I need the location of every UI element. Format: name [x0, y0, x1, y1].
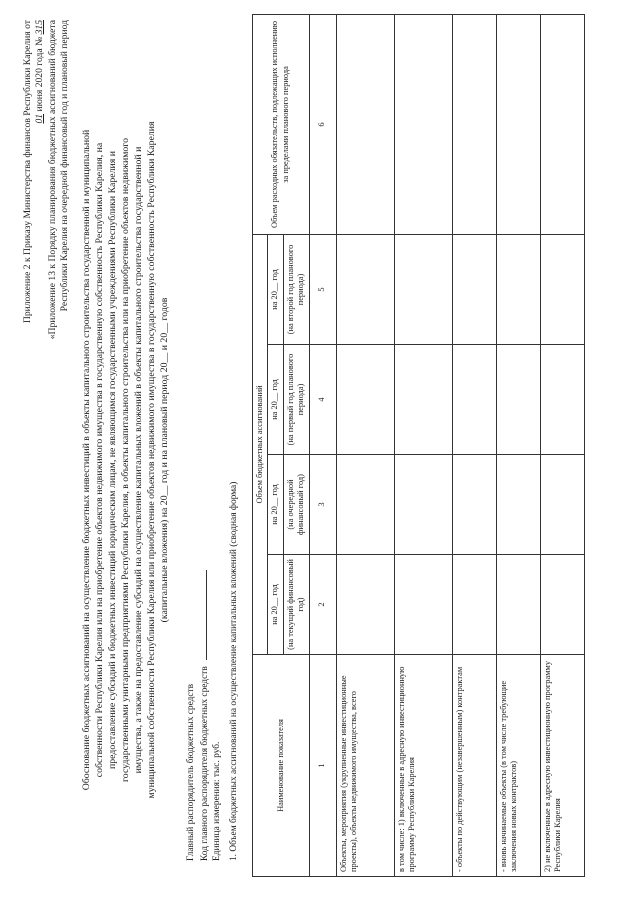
title-line: собственности Республики Карелия или на приобретение объектов недвижимого имущества в государственную собственность Республики Карелия, на	[94, 142, 105, 778]
row-label: Объекты, мероприятия (укрупненные инвестиционные проекты), объекты недвижимого имущества, всего	[336, 655, 394, 877]
approval-line-2	[34, 20, 46, 490]
manager-code-row	[197, 570, 211, 861]
row-label: - объекты по действующим (незавершенным) контрактам	[452, 655, 496, 877]
manager-code-label: Код главного распорядителя бюджетных средств	[200, 666, 210, 861]
column-number: 6	[309, 14, 336, 234]
approval-line-1: Приложение 2 к Приказу Министерства финансов Республики Карелия от	[22, 20, 33, 324]
table-row	[496, 14, 540, 876]
table-row	[394, 14, 452, 876]
table-cell	[496, 455, 540, 555]
table-cell	[336, 455, 394, 555]
table-row	[540, 14, 584, 876]
title-line: муниципальной собственности Республики Карелия или приобретение объектов недвижимого имущества в государственную собственность Республики Карелия	[146, 121, 157, 799]
approval-line-3: «Приложение 13 к Порядку планирования бюджетных ассигнований бюджета	[46, 20, 58, 340]
table-cell	[452, 234, 496, 344]
approval-stamp-block	[22, 20, 72, 490]
table-cell	[540, 555, 584, 655]
title-line: (капитальные вложения) на 20__ год и на плановый период 20__ и 20__ годов	[159, 297, 170, 623]
table-row	[452, 14, 496, 876]
table-cell	[496, 555, 540, 655]
header-year: на 20__ год	[268, 345, 283, 455]
table-row	[336, 14, 394, 876]
header-year: на 20__ год	[268, 455, 283, 555]
table-cell	[496, 14, 540, 234]
header-obligations: Объем расходных обязательств, подлежащих исполнению за пределами планового периода	[253, 14, 310, 234]
unit-label: Единица измерения: тыс. руб.	[212, 741, 222, 861]
approval-line-4: Республики Карелия на очередной финансовый год и плановый период	[59, 20, 71, 312]
row-label: - вновь начинаемые объекты (в том числе требующие заключения новых контрактов)	[496, 655, 540, 877]
budget-table	[252, 14, 585, 877]
table-cell	[394, 555, 452, 655]
header-name: Наименование показателя	[253, 655, 310, 877]
document-title	[80, 75, 171, 845]
approval-number: 315	[34, 20, 46, 35]
header-year-note: (на первый год планового периода)	[283, 345, 309, 455]
table-header-row	[253, 14, 268, 876]
table-cell	[540, 234, 584, 344]
table-cell	[496, 345, 540, 455]
section-title: 1. Объем бюджетных ассигнований на осуществление капитальных вложений (сводная форма)	[229, 481, 239, 861]
table-cell	[452, 455, 496, 555]
table-cell	[394, 14, 452, 234]
table-cell	[452, 555, 496, 655]
column-number: 3	[309, 455, 336, 555]
row-label: 2) не включенные в адресную инвестиционную программу Республики Карелия	[540, 655, 584, 877]
approval-day: 01	[34, 113, 46, 124]
approval-date-rest: июня 2020 года №	[34, 36, 46, 112]
table-cell	[394, 455, 452, 555]
meta-block	[185, 570, 223, 861]
column-number: 2	[309, 555, 336, 655]
column-number: 1	[309, 655, 336, 877]
header-volume: Объем бюджетных ассигнований	[253, 234, 268, 654]
table-cell	[452, 345, 496, 455]
table-cell	[540, 455, 584, 555]
table-cell	[540, 345, 584, 455]
table-cell	[336, 345, 394, 455]
table-cell	[394, 234, 452, 344]
main-manager-label: Главный распорядитель бюджетных средств	[186, 683, 196, 861]
row-label: в том числе: 1) включенные в адресную инвестиционную программу Республики Карелия	[394, 655, 452, 877]
table-cell	[336, 14, 394, 234]
table-cell	[496, 234, 540, 344]
column-number-row	[309, 14, 336, 876]
column-number: 4	[309, 345, 336, 455]
table-cell	[336, 234, 394, 344]
header-year: на 20__ год	[268, 234, 283, 344]
manager-code-blank	[197, 570, 207, 660]
table-cell	[394, 345, 452, 455]
table-cell	[336, 555, 394, 655]
title-line: имущества, а также на предоставление субсидий на осуществление капитальных вложений в объекты капитального строительства государственной и	[133, 146, 144, 774]
header-year-note: (на текущий финансовый год)	[283, 555, 309, 655]
title-line: государственными унитарными предприятиями Республики Карелия, в объекты капитального строительства или на приобретение объектов недвижимого	[120, 138, 131, 782]
header-year: на 20__ год	[268, 555, 283, 655]
title-line: предоставление субсидий и бюджетных инвестиций юридическим лицам, не являющимся государственными учреждениями Республики Карелия и	[107, 151, 118, 769]
header-year-note: (на второй год планового периода)	[283, 234, 309, 344]
column-number: 5	[309, 234, 336, 344]
table-cell	[540, 14, 584, 234]
header-year-note: (на очередной финансовый год)	[283, 455, 309, 555]
title-line: Обоснование бюджетных ассигнований на осуществление бюджетных инвестиций в объекты капитального строительства государственной и муниципальной	[81, 129, 92, 791]
table-cell	[452, 14, 496, 234]
